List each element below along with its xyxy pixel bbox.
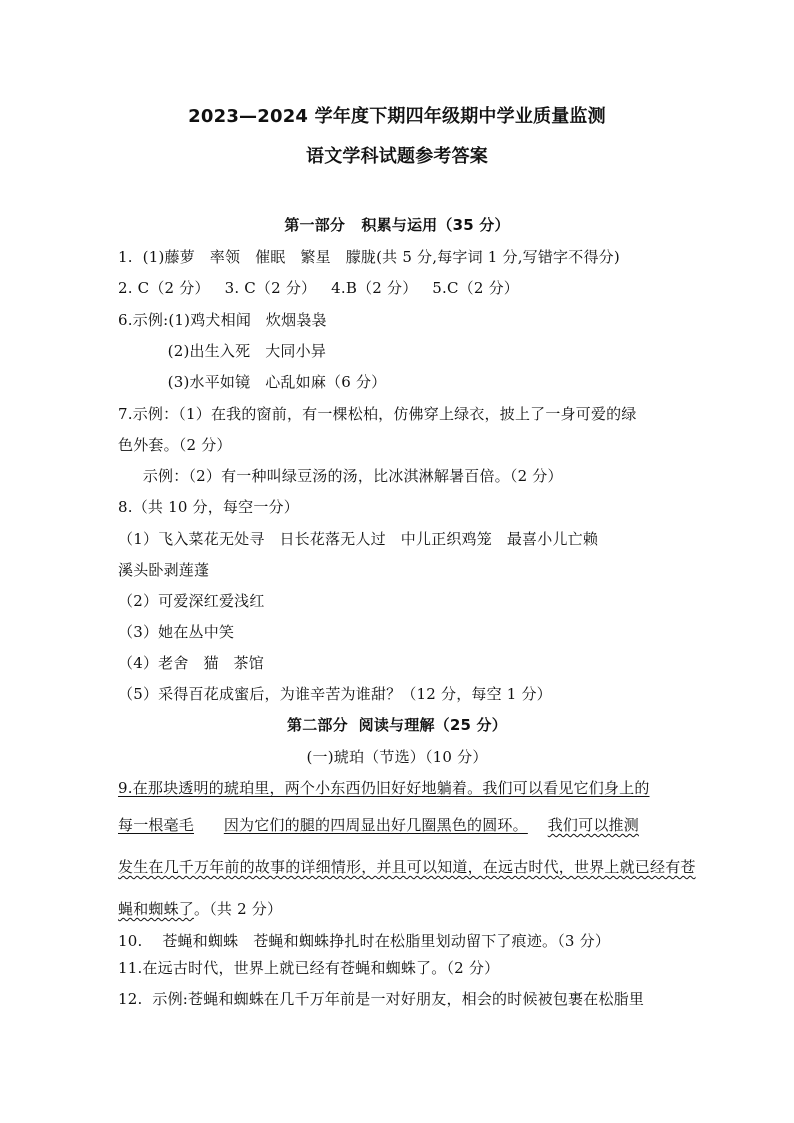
answer-line: （2）可爱深红爱浅红 bbox=[118, 592, 265, 610]
part1-heading: 第一部分 积累与运用（35 分） bbox=[284, 216, 510, 234]
answer-line: （4）老舍 猫 茶馆 bbox=[118, 654, 264, 672]
q9-answer-line1 bbox=[118, 777, 650, 799]
answer-line: （1）飞入菜花无处寻 日长花落无人过 中儿正织鸡笼 最喜小儿亡赖 bbox=[118, 530, 599, 548]
q10-answer: 10. 苍蝇和蜘蛛 苍蝇和蜘蛛挣扎时在松脂里划动留下了痕迹。（3 分） bbox=[118, 932, 611, 950]
answer-line: (3)水平如镜 心乱如麻（6 分） bbox=[118, 373, 387, 391]
q9-score: 。（共 2 分） bbox=[194, 900, 283, 918]
answer-line: 色外套。（2 分） bbox=[118, 436, 232, 454]
q9-answer-line3 bbox=[118, 856, 696, 878]
answer-line: 示例：（2）有一种叫绿豆汤的汤，比冰淇淋解暑百倍。（2 分） bbox=[118, 467, 563, 485]
answer-line: (2)出生入死 大同小异 bbox=[118, 342, 327, 360]
answer-line: 溪头卧剥莲蓬 bbox=[118, 561, 210, 579]
q12-answer: 12. 示例:苍蝇和蜘蛛在几千万年前是一对好朋友，相会的时候被包裹在松脂里 bbox=[118, 990, 645, 1008]
answer-line: 6.示例:(1)鸡犬相闻 炊烟袅袅 bbox=[118, 311, 327, 329]
q11-answer: 11.在远古时代，世界上就已经有苍蝇和蜘蛛了。（2 分） bbox=[118, 959, 500, 977]
answer-line: 8.（共 10 分，每空一分） bbox=[118, 498, 299, 516]
answer-line: 1. (1)藤萝 率领 催眠 繁星 朦胧(共 5 分,每字词 1 分,写错字不得分) bbox=[118, 248, 620, 266]
q9-underlined-text: 每一根毫毛 bbox=[118, 816, 195, 834]
q9-answer-line4 bbox=[118, 898, 282, 920]
answer-line: 7.示例：（1）在我的窗前，有一棵松柏，仿佛穿上绿衣，披上了一身可爱的绿 bbox=[118, 405, 637, 423]
q9-wavy-underlined-text: 发生在几千万年前的故事的详细情形，并且可以知道，在远古时代，世界上就已经有苍 bbox=[118, 858, 696, 876]
answer-line: （3）她在丛中笑 bbox=[118, 623, 235, 641]
q9-underlined-text: 因为它们的腿的四周显出好几圈黑色的圆环。 bbox=[223, 816, 528, 834]
answer-line: 2. C（2 分） 3. C（2 分） 4.B（2 分） 5.C（2 分） bbox=[118, 279, 519, 297]
part2-heading: 第二部分 阅读与理解（25 分） bbox=[287, 716, 507, 734]
document-title: 2023—2024 学年度下期四年级期中学业质量监测 bbox=[188, 106, 606, 127]
q9-wavy-underlined-text: 我们可以推测 bbox=[547, 816, 639, 834]
q9-underlined-text: 9.在那块透明的琥珀里，两个小东西仍旧好好地躺着。我们可以看见它们身上的 bbox=[118, 779, 650, 797]
document-subtitle: 语文学科试题参考答案 bbox=[306, 146, 488, 167]
answer-line: （5）采得百花成蜜后，为谁辛苦为谁甜？（12 分，每空 1 分） bbox=[118, 685, 552, 703]
q9-answer-line2 bbox=[118, 814, 639, 836]
q9-wavy-underlined-text: 蝇和蜘蛛了 bbox=[118, 900, 195, 918]
reading-section-heading: (一)琥珀（节选）（10 分） bbox=[306, 748, 488, 766]
